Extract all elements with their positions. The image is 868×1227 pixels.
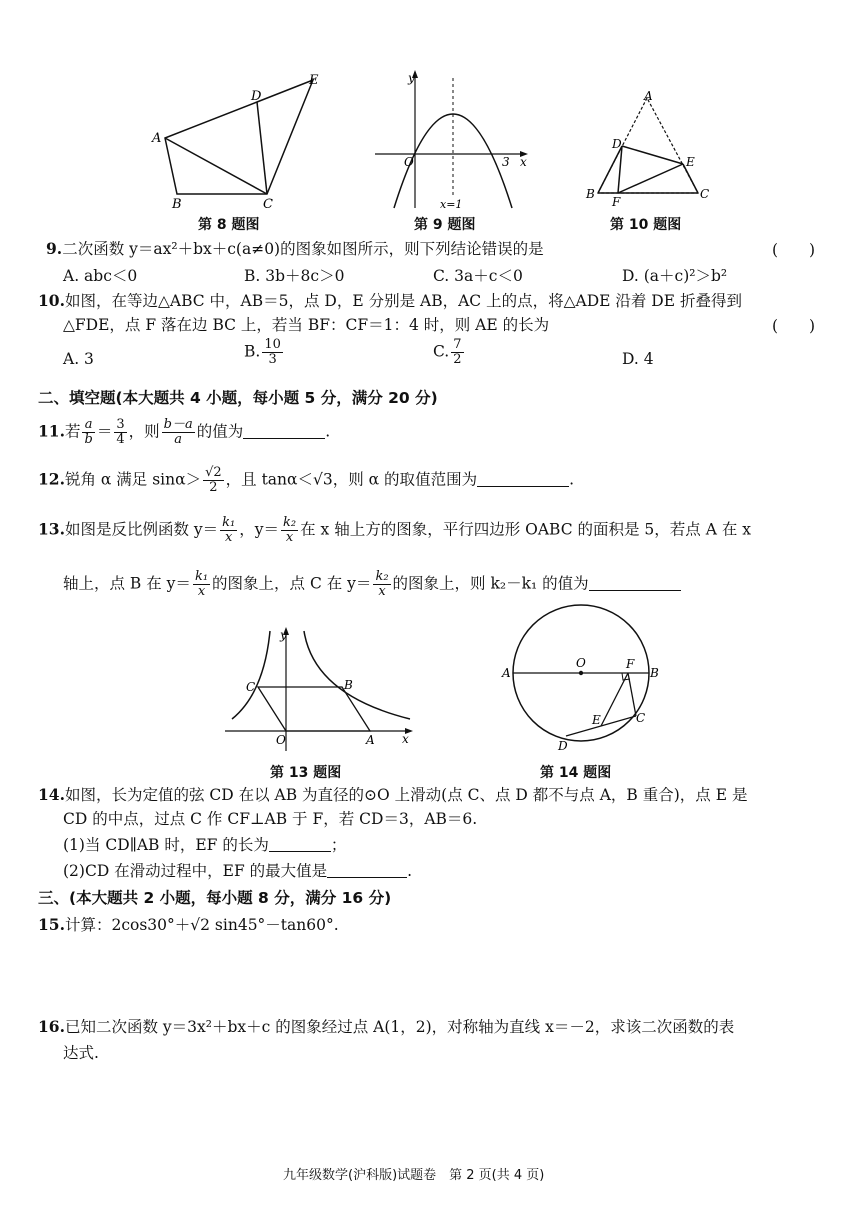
fraction — [203, 466, 224, 495]
question-text-line1: 已知二次函数 y＝3x²＋bx＋c 的图象经过点 A(1，2)，对称轴为直线 x＝－2，求该二次函数的表 — [64, 1018, 735, 1036]
text: 在 x 轴上方的图象，平行四边形 OABC 的面积是 5，若点 A 在 x — [300, 520, 752, 539]
fig14-label-a: A — [502, 666, 511, 680]
question-number: 10. — [38, 291, 65, 310]
text: . — [407, 862, 413, 880]
option-d: D. (a＋c)²＞b² — [622, 267, 728, 285]
text: ，则 — [128, 422, 160, 441]
answer-paren: ( ) — [772, 317, 816, 335]
fig13-label-o: O — [276, 733, 286, 747]
denominator: b — [84, 432, 93, 447]
option-a: A. abc＜0 — [63, 267, 138, 285]
fraction — [451, 338, 463, 367]
question-16-line2: 达式. — [63, 1044, 99, 1062]
text: (2)CD 在滑动过程中，EF 的最大值是 — [63, 862, 328, 880]
text: (1)当 CD∥AB 时，EF 的长为 — [63, 836, 269, 854]
numerator: b－a — [163, 417, 193, 432]
question-text: 计算：2cos30°＋√2 sin45°－tan60°. — [64, 916, 339, 934]
fraction — [162, 418, 195, 447]
denominator: a — [174, 432, 183, 447]
fig9-label-axis: x=1 — [440, 198, 463, 211]
answer-blank[interactable] — [269, 835, 331, 852]
numerator: 3 — [116, 417, 125, 432]
text: . — [569, 470, 575, 489]
fig10-label-d: D — [612, 137, 622, 151]
fig9-label-3: 3 — [502, 155, 510, 169]
figure-14 — [500, 604, 665, 754]
option-c: C. 3a＋c＜0 — [433, 267, 523, 285]
fraction — [373, 570, 390, 599]
fig13-label-b: B — [344, 678, 353, 692]
fig9-label-y: y — [408, 71, 415, 85]
fig14-label-d: D — [558, 739, 568, 753]
numerator: a — [84, 417, 93, 432]
text: 锐角 α 满足 sinα＞ — [64, 470, 202, 489]
denominator: x — [378, 584, 386, 599]
question-number: 11. — [38, 421, 65, 441]
option-b: B. 3b＋8c＞0 — [244, 267, 345, 285]
fig14-label-e: E — [592, 713, 601, 727]
fig14-label-c: C — [636, 711, 646, 725]
text: 如图是反比例函数 y＝ — [64, 520, 219, 539]
figure-9 — [370, 68, 530, 213]
fig9-caption: 第 9 题图 — [414, 217, 476, 233]
text: 的值为 — [196, 422, 244, 441]
fraction — [220, 516, 237, 545]
fig9-label-x: x — [520, 155, 527, 169]
answer-blank[interactable] — [477, 470, 569, 487]
denominator: x — [285, 530, 294, 545]
question-9 — [46, 238, 544, 260]
option-c-prefix: C. — [433, 342, 450, 361]
page-footer: 九年级数学(沪科版)试题卷 第 2 页(共 4 页) — [283, 1168, 545, 1183]
answer-paren: ( ) — [772, 241, 816, 259]
option-c — [433, 338, 466, 367]
question-text-line1: 如图，长为定值的弦 CD 在以 AB 为直径的⊙O 上滑动(点 C、点 D 都不与点 A，B 重合)，点 E 是 — [64, 786, 748, 804]
question-13 — [38, 516, 751, 545]
option-b-prefix: B. — [244, 342, 261, 361]
denominator: 2 — [209, 480, 218, 495]
numerator: k₂ — [283, 515, 297, 530]
figure-13 — [220, 625, 420, 755]
question-14-line2: CD 的中点，过点 C 作 CF⊥AB 于 F，若 CD＝3，AB＝6. — [63, 810, 478, 828]
question-number: 14. — [38, 785, 65, 804]
question-number: 12. — [38, 469, 65, 489]
fig10-label-a: A — [644, 89, 653, 103]
numerator: k₁ — [194, 569, 209, 584]
fig13-label-c: C — [246, 680, 256, 694]
question-11 — [38, 418, 330, 447]
fig14-label-f: F — [626, 657, 635, 671]
denominator: 2 — [453, 352, 462, 367]
text: 若 — [64, 422, 81, 441]
fig14-label-o: O — [576, 656, 586, 670]
question-number: 16. — [38, 1017, 65, 1036]
question-14 — [38, 784, 747, 806]
option-d: D. 4 — [622, 350, 654, 368]
numerator: 7 — [453, 337, 462, 352]
fig10-label-e: E — [686, 155, 695, 169]
question-number: 9. — [46, 239, 63, 258]
denominator: x — [197, 584, 206, 599]
fig13-label-y: y — [280, 628, 287, 642]
fig8-label-b: B — [172, 197, 182, 210]
fig10-label-f: F — [612, 195, 621, 208]
figure-10 — [580, 88, 715, 208]
fig13-label-a: A — [366, 733, 375, 747]
text: ＝ — [96, 422, 113, 441]
section-heading-2: 二、填空题(本大题共 4 小题，每小题 5 分，满分 20 分) — [38, 389, 438, 407]
question-10-line2: △FDE，点 F 落在边 BC 上，若当 BF：CF＝1：4 时，则 AE 的长为 — [63, 316, 550, 334]
numerator: k₁ — [222, 515, 236, 530]
fig13-label-x: x — [402, 732, 409, 746]
fraction — [262, 338, 283, 367]
question-13-line2 — [63, 570, 681, 599]
numerator: √2 — [205, 465, 222, 480]
fig8-label-a: A — [152, 131, 162, 146]
figure-8 — [145, 70, 325, 210]
fraction — [193, 570, 210, 599]
fraction — [281, 516, 298, 545]
option-b — [244, 338, 285, 367]
text: . — [325, 422, 331, 441]
question-15 — [38, 914, 339, 936]
fig8-label-c: C — [263, 197, 273, 210]
numerator: k₂ — [375, 569, 389, 584]
fig10-label-c: C — [700, 187, 710, 201]
text: 的图象上，则 k₂－k₁ 的值为 — [392, 574, 589, 593]
question-14-sub1 — [63, 834, 346, 856]
denominator: 4 — [116, 432, 125, 447]
section-heading-3: 三、(本大题共 2 小题，每小题 8 分，满分 16 分) — [38, 889, 392, 907]
fig8-label-e: E — [309, 73, 319, 88]
fig14-caption: 第 14 题图 — [540, 765, 612, 781]
text: ； — [330, 836, 347, 854]
question-number: 15. — [38, 915, 65, 934]
fig10-label-b: B — [586, 187, 595, 201]
question-10 — [38, 290, 742, 312]
numerator: 10 — [264, 337, 281, 352]
question-number: 13. — [38, 519, 65, 539]
text: ，y＝ — [239, 520, 280, 539]
question-text-line1: 如图，在等边△ABC 中，AB＝5，点 D，E 分别是 AB，AC 上的点，将△ADE 沿着 DE 折叠得到 — [64, 292, 742, 310]
answer-blank[interactable] — [589, 574, 681, 591]
text: ，且 tanα＜√3，则 α 的取值范围为 — [225, 470, 478, 489]
text: 的图象上，点 C 在 y＝ — [212, 574, 372, 593]
question-12 — [38, 466, 574, 495]
fig13-caption: 第 13 题图 — [270, 765, 342, 781]
fig8-label-d: D — [251, 89, 262, 104]
fraction — [114, 418, 126, 447]
question-text: 二次函数 y＝ax²＋bx＋c(a≠0)的图象如图所示，则下列结论错误的是 — [62, 240, 544, 258]
fig9-label-o: O — [404, 155, 414, 169]
fraction — [82, 418, 94, 447]
text: 轴上，点 B 在 y＝ — [63, 574, 191, 593]
fig14-label-b: B — [650, 666, 659, 680]
denominator: 3 — [268, 352, 277, 367]
denominator: x — [225, 530, 233, 545]
question-14-sub2 — [63, 860, 412, 882]
fig8-caption: 第 8 题图 — [198, 217, 260, 233]
answer-blank[interactable] — [243, 422, 325, 439]
option-a: A. 3 — [63, 350, 94, 368]
question-16 — [38, 1016, 734, 1038]
fig10-caption: 第 10 题图 — [610, 217, 682, 233]
answer-blank[interactable] — [327, 861, 407, 878]
